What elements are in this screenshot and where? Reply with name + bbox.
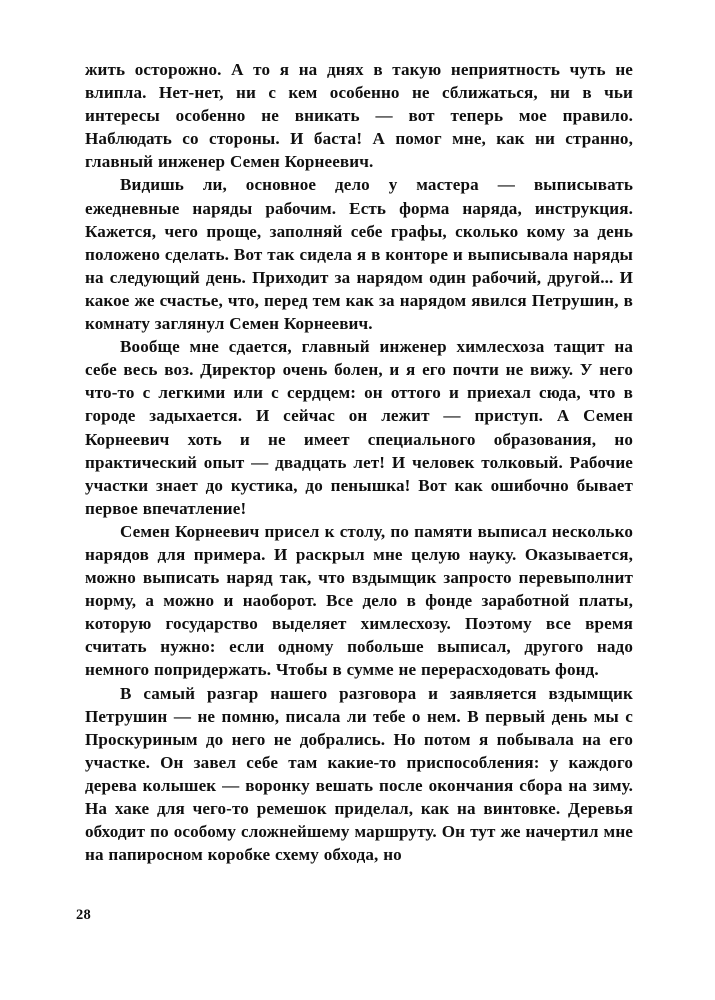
paragraph-3: Вообще мне сдается, главный инженер химлесхоза тащит на себе весь воз. Директор очень болен, и я его почти не вижу. У него что-то с легкими или с сердцем: он оттого и приехал сюда, что в городе задыхается. И сейчас он лежит — приступ. А Семен Корнеевич хоть и не имеет специального образования, но практический опыт — двадцать лет! И человек толковый. Рабочие участки знает до кустика, до пенышка! Вот как ошибочно бывает первое впечатление! (85, 337, 633, 518)
paragraph-1: жить осторожно. А то я на днях в такую неприятность чуть не влипла. Нет-нет, ни с кем особенно не сближаться, ни в чьи интересы особенно не вникать — вот теперь мое правило. Наблюдать со стороны. И баста! А помог мне, как ни странно, главный инженер Семен Корнеевич. (85, 60, 633, 172)
paragraph-5: В самый разгар нашего разговора и заявляется вздымщик Петрушин — не помню, писала ли тебе о нем. В первый день мы с Проскуриным до него не добрались. Но потом я побывала на его участке. Он завел себе там какие-то приспособления: у каждого дерева колышек — воронку вешать после окончания сбора на зиму. На хаке для чего-то ремешок приделал, как на винтовке. Деревья обходит по особому сложнейшему маршруту. Он тут же начертил мне на папиросном коробке схему обхода, но (85, 683, 633, 865)
paragraph-2: Видишь ли, основное дело у мастера — выписывать ежедневные наряды рабочим. Есть форма наряда, инструкция. Кажется, чего проще, заполняй себе графы, сколько кому за день положено сделать. Вот так сидела я в конторе и выписывала наряды на следующий день. Приходит за нарядом один рабочий, другой... И какое же счастье, что, перед тем как за нарядом явился Петрушин, в комнату заглянул Семен Корнеевич. (85, 175, 633, 334)
paragraph-4: Семен Корнеевич присел к столу, по памяти выписал несколько нарядов для примера. И раскрыл мне целую науку. Оказывается, можно выписать наряд так, что вздымщик запросто перевыполнит норму, а можно и наоборот. Все дело в фонде заработной платы, которую государство выделяет химлесхозу. Поэтому все время считать нужно: если одному побольше выписал, другого надо немного попридержать. Чтобы в сумме не перерасходовать фонд. (85, 521, 633, 680)
page-text-block (85, 58, 633, 866)
page-number: 28 (76, 907, 92, 923)
